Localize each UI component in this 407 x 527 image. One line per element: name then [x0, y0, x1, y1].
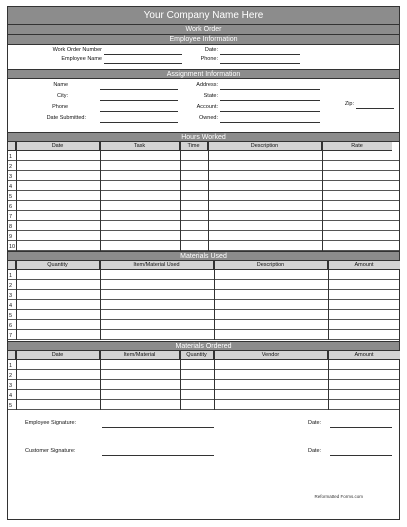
zip-field[interactable]: [356, 108, 394, 109]
materials-ordered-column-header: Amount: [328, 351, 400, 360]
hours-worked-row[interactable]: [8, 241, 399, 251]
hours-worked-row-number: 4: [9, 184, 13, 190]
hours-worked-column-header: Description: [208, 142, 322, 151]
hours-worked-number-column-head: [8, 142, 16, 151]
employee-signature-label: Employee Signature:: [25, 420, 77, 426]
materials-used-row-number: 7: [9, 333, 13, 339]
materials-ordered-column-header: Quantity: [180, 351, 214, 360]
assignment-city-field[interactable]: [100, 100, 178, 101]
assignment-phone-label: Phone: [52, 104, 68, 110]
materials-ordered-column-rule: [100, 351, 101, 410]
materials-used-row-number: 3: [9, 293, 13, 299]
customer-signature-date-field[interactable]: [330, 455, 392, 456]
hours-worked-row-number: 2: [9, 164, 13, 170]
materials-ordered-column-header: Item/Material: [100, 351, 180, 360]
hours-worked-row[interactable]: [8, 231, 399, 241]
hours-worked-column-header: Time: [180, 142, 208, 151]
account-field[interactable]: [220, 111, 320, 112]
materials-used-row[interactable]: [8, 270, 399, 280]
hours-worked-column-rule: [180, 142, 181, 251]
materials-ordered-row-number: 5: [9, 403, 13, 409]
state-field[interactable]: [220, 100, 320, 101]
materials-ordered-column-rule: [214, 351, 215, 410]
materials-ordered-row-number: 4: [9, 393, 13, 399]
company-name-title: Your Company Name Here: [8, 7, 399, 25]
hours-worked-row-number: 8: [9, 224, 13, 230]
materials-used-column-header: Description: [214, 261, 328, 270]
materials-used-row[interactable]: [8, 330, 399, 340]
employee-date-label: Date:: [204, 47, 218, 53]
materials-ordered-row[interactable]: [8, 370, 399, 380]
employee-phone-label: Phone:: [200, 56, 218, 62]
materials-ordered-column-rule: [16, 351, 17, 410]
hours-worked-column-rule: [16, 142, 17, 251]
state-label: State:: [203, 93, 218, 99]
date-submitted-label: Date Submitted:: [46, 115, 86, 121]
materials-ordered-heading: Materials Ordered: [8, 341, 399, 351]
work-order-form: [7, 6, 400, 520]
hours-worked-row-number: 10: [9, 244, 16, 250]
materials-used-heading: Materials Used: [8, 251, 399, 261]
assignment-info-heading: Assignment Information: [8, 69, 399, 79]
employee-signature-date-field[interactable]: [330, 427, 392, 428]
materials-used-row-number: 2: [9, 283, 13, 289]
hours-worked-column-header: Date: [16, 142, 100, 151]
hours-worked-column-header: Task: [100, 142, 180, 151]
materials-used-row[interactable]: [8, 290, 399, 300]
materials-used-row-number: 6: [9, 323, 13, 329]
employee-date-field[interactable]: [220, 54, 300, 55]
materials-ordered-row[interactable]: [8, 360, 399, 370]
materials-ordered-column-header: Date: [16, 351, 100, 360]
date-submitted-field[interactable]: [100, 122, 178, 123]
hours-worked-row[interactable]: [8, 211, 399, 221]
employee-info-heading: Employee Information: [8, 35, 399, 45]
hours-worked-heading: Hours Worked: [8, 132, 399, 142]
materials-used-row[interactable]: [8, 280, 399, 290]
materials-ordered-row-number: 3: [9, 383, 13, 389]
materials-used-row[interactable]: [8, 320, 399, 330]
assignment-name-field[interactable]: [100, 89, 178, 90]
materials-used-row-number: 4: [9, 303, 13, 309]
employee-phone-field[interactable]: [220, 63, 300, 64]
hours-worked-column-header: Rate: [322, 142, 392, 151]
hours-worked-row[interactable]: [8, 171, 399, 181]
employee-name-field[interactable]: [104, 63, 182, 64]
materials-ordered-number-column-head: [8, 351, 16, 360]
materials-used-column-rule: [16, 261, 17, 340]
materials-ordered-row[interactable]: [8, 380, 399, 390]
materials-ordered-column-header: Vendor: [214, 351, 328, 360]
materials-ordered-row-number: 1: [9, 363, 13, 369]
materials-used-row-number: 1: [9, 273, 13, 279]
materials-used-row[interactable]: [8, 300, 399, 310]
hours-worked-row[interactable]: [8, 221, 399, 231]
materials-used-column-header: Amount: [328, 261, 400, 270]
hours-worked-row-number: 9: [9, 234, 13, 240]
hours-worked-row-number: 1: [9, 154, 13, 160]
hours-worked-row-number: 6: [9, 204, 13, 210]
materials-used-column-rule: [214, 261, 215, 340]
hours-worked-row[interactable]: [8, 161, 399, 171]
materials-ordered-column-rule: [180, 351, 181, 410]
assignment-city-label: City:: [57, 93, 68, 99]
employee-name-label: Employee Name: [61, 56, 102, 62]
hours-worked-column-rule: [100, 142, 101, 251]
owned-field[interactable]: [220, 122, 320, 123]
hours-worked-table: [8, 142, 399, 251]
materials-used-number-column-head: [8, 261, 16, 270]
hours-worked-row[interactable]: [8, 191, 399, 201]
footer-credit: Reformatted Forms.com: [314, 494, 363, 499]
materials-used-column-header: Item/Material Used: [100, 261, 214, 270]
materials-used-column-rule: [328, 261, 329, 340]
assignment-phone-field[interactable]: [100, 111, 178, 112]
hours-worked-row-number: 7: [9, 214, 13, 220]
account-label: Account:: [196, 104, 218, 110]
work-order-number-field[interactable]: [104, 54, 182, 55]
assignment-name-label: Name: [53, 82, 68, 88]
materials-ordered-column-rule: [328, 351, 329, 410]
hours-worked-column-rule: [208, 142, 209, 251]
address-field[interactable]: [220, 89, 320, 90]
materials-ordered-row-number: 2: [9, 373, 13, 379]
customer-signature-label: Customer Signature:: [25, 448, 76, 454]
hours-worked-row[interactable]: [8, 201, 399, 211]
materials-used-table: [8, 261, 399, 341]
materials-used-column-rule: [100, 261, 101, 340]
owned-label: Owned:: [199, 115, 218, 121]
hours-worked-row-number: 5: [9, 194, 13, 200]
hours-worked-row-number: 3: [9, 174, 13, 180]
hours-worked-column-rule: [322, 142, 323, 251]
customer-signature-date-label: Date:: [308, 448, 322, 454]
materials-used-column-header: Quantity: [16, 261, 100, 270]
employee-signature-field[interactable]: [102, 427, 214, 428]
materials-used-row[interactable]: [8, 310, 399, 320]
customer-signature-field[interactable]: [102, 455, 214, 456]
hours-worked-row[interactable]: [8, 181, 399, 191]
materials-ordered-row[interactable]: [8, 400, 399, 410]
work-order-number-label: Work Order Number: [52, 47, 102, 53]
hours-worked-row[interactable]: [8, 151, 399, 161]
materials-used-row-number: 5: [9, 313, 13, 319]
materials-ordered-row[interactable]: [8, 390, 399, 400]
work-order-heading: Work Order: [8, 25, 399, 35]
address-label: Address:: [196, 82, 218, 88]
materials-ordered-table: [8, 351, 399, 411]
zip-label: Zip:: [344, 101, 354, 107]
employee-signature-date-label: Date:: [308, 420, 322, 426]
